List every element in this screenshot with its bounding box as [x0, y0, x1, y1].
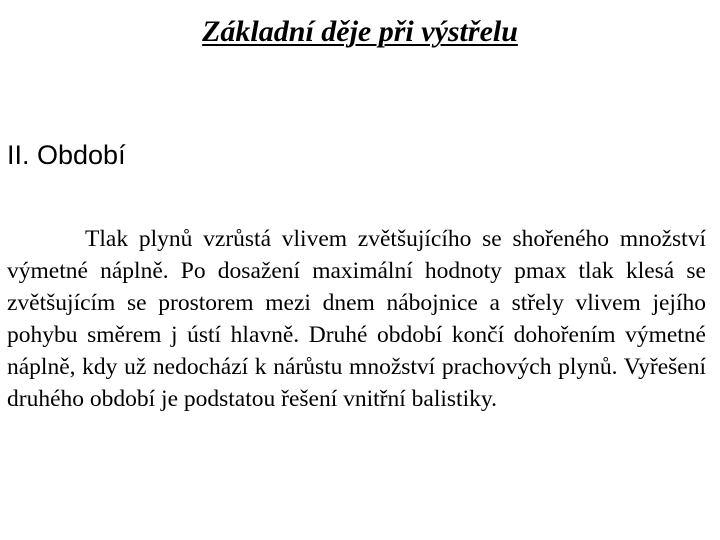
- section-heading: II. Období: [7, 140, 126, 170]
- slide-title: Základní děje při výstřelu: [202, 15, 518, 48]
- body-paragraph: Tlak plynů vzrůstá vlivem zvětšujícího se shořeného množství výmetné náplně. Po dosažení maximální hodnoty pmax tlak klesá se zvětšujícím se prostorem mezi dnem nábojnice a střely vlivem jejího pohybu směrem j ústí hlavně. Druhé období končí dohořením výmetné náplně, kdy už nedochází k nárůstu množství prachových plynů. Vyřešení druhého období je podstatou řešení vnitřní balistiky.: [7, 226, 706, 412]
